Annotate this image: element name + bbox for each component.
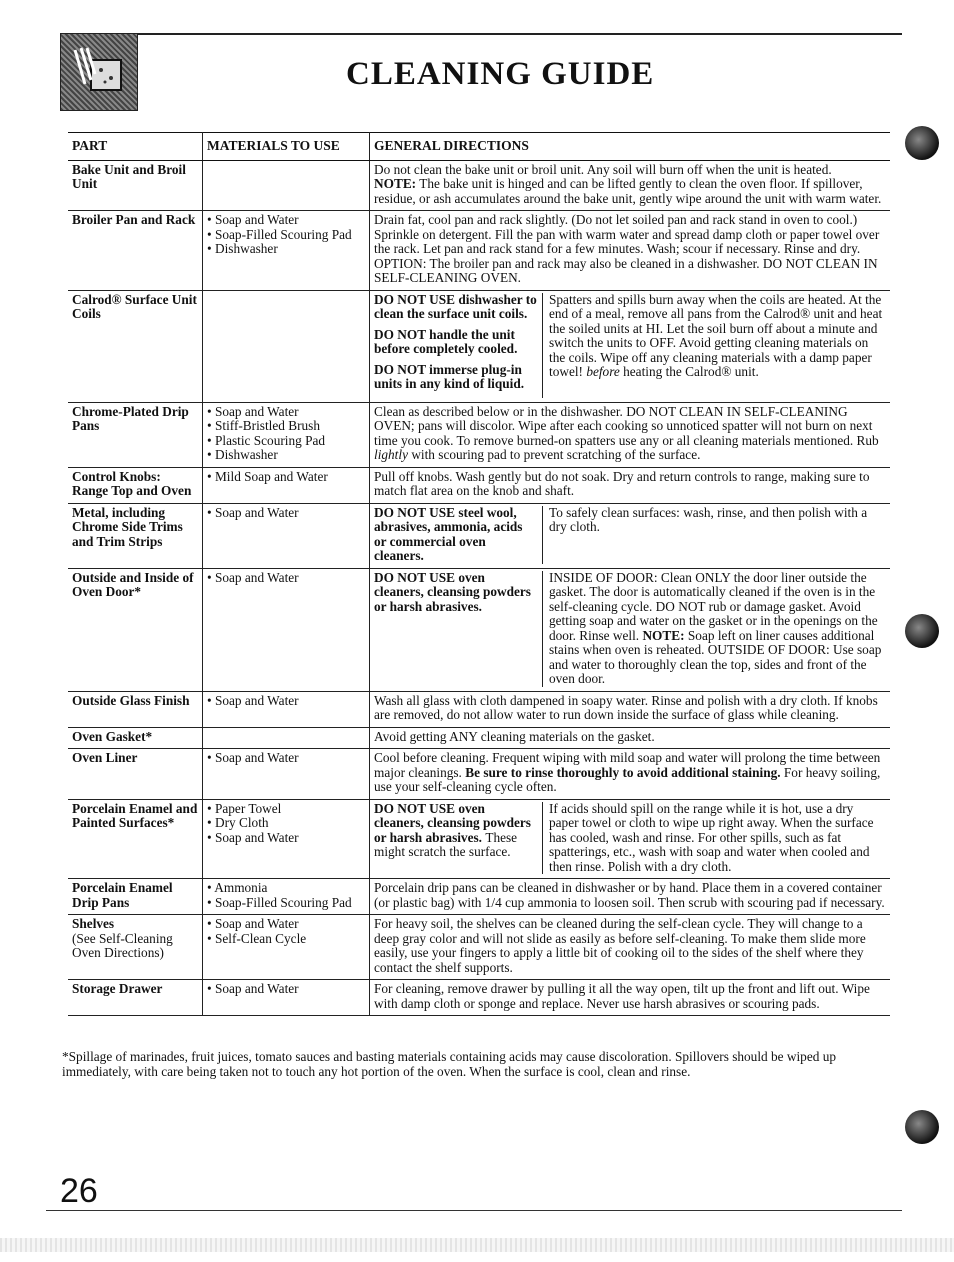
directions-cell: Avoid getting ANY cleaning materials on the gasket. (370, 727, 891, 749)
table-row (68, 915, 890, 980)
header-rule (60, 33, 902, 35)
cleaning-guide-table (68, 132, 890, 1016)
table-row (68, 691, 890, 727)
directions-cell: Wash all glass with cloth dampened in soapy water. Rinse and polish with a dry cloth. If knobs are removed, do not allow water to run down inside the surface of glass while cleaning. (370, 691, 891, 727)
material-item: • Dishwasher (207, 447, 278, 462)
directions-cell (370, 290, 891, 402)
material-item: • Self-Clean Cycle (207, 930, 307, 946)
material-item: • Paper Towel (207, 800, 282, 816)
directions-text-part: with scouring pad to prevent scratching of the surface. (411, 447, 701, 462)
material-item: • Soap-Filled Scouring Pad (207, 894, 352, 910)
materials-cell (203, 879, 370, 915)
page-number: 26 (60, 1172, 98, 1210)
materials-cell (203, 160, 370, 211)
materials-cell: • Soap and Water (203, 568, 370, 691)
material-item: • Dishwasher (207, 241, 278, 256)
table-row (68, 568, 890, 691)
part-cell: Broiler Pan and Rack (68, 211, 203, 291)
warning-text: DO NOT handle the unit before completely cooled. (374, 326, 518, 356)
table-row (68, 211, 890, 291)
materials-cell (203, 915, 370, 980)
hand-sponge-icon (69, 44, 129, 102)
material-item: • Soap and Water (207, 916, 299, 931)
warning-column: DO NOT USE oven cleaners, cleansing powders or harsh abrasives. (374, 571, 543, 687)
footer-rule (46, 1210, 902, 1211)
materials-cell (203, 727, 370, 749)
part-subtitle: (See Self-Cleaning Oven Directions) (72, 930, 173, 960)
directions-cell (370, 799, 891, 879)
material-item: • Soap and Water (207, 403, 299, 419)
materials-cell (203, 402, 370, 467)
part-title: Shelves (72, 916, 115, 931)
directions-text-part: Soap left on liner causes additional stains when oven is reheated. OUTSIDE OF DOOR: Use soap and water to thoroughly clean the top, sides and front of the oven door. (549, 627, 882, 686)
directions-text-part: heating the Calrod® unit. (623, 364, 759, 379)
directions-text (549, 293, 886, 398)
directions-cell (370, 749, 891, 800)
table-row (68, 402, 890, 467)
warning-text: DO NOT immerse plug-in units in any kind of liquid. (374, 361, 525, 391)
material-item: • Soap and Water (207, 829, 299, 845)
directions-cell (370, 503, 891, 568)
warning-text: DO NOT USE oven cleaners, cleansing powders or harsh abrasives. (374, 800, 531, 845)
note-label: NOTE: (642, 627, 685, 643)
binder-hole (905, 126, 939, 160)
header-part: PART (68, 133, 203, 161)
bold-text: Be sure to rinse thoroughly to avoid additional staining. (465, 764, 781, 780)
part-cell: Storage Drawer (68, 980, 203, 1016)
material-item: • Soap-Filled Scouring Pad (207, 226, 352, 242)
directions-text-part: For heavy soiling, use your self-cleaning cycle often. (374, 764, 881, 794)
table-row (68, 980, 890, 1016)
table-row (68, 160, 890, 211)
emphasis-text: lightly (374, 447, 408, 462)
materials-cell (203, 211, 370, 291)
table-row (68, 749, 890, 800)
header-directions: GENERAL DIRECTIONS (370, 133, 891, 161)
cleaning-logo (60, 33, 138, 111)
materials-cell: • Mild Soap and Water (203, 467, 370, 503)
table-row (68, 799, 890, 879)
binder-hole (905, 1110, 939, 1144)
material-item: • Plastic Scouring Pad (207, 432, 326, 448)
part-cell: Calrod® Surface Unit Coils (68, 290, 203, 402)
part-cell: Outside Glass Finish (68, 691, 203, 727)
directions-cell: Drain fat, cool pan and rack slightly. (Do not let soiled pan and rack stand in oven to cool.) Sprinkle on detergent. Fill the pan with warm water and spread damp cloth or paper towel over the rack. Let pan and rack stand for a few minutes. Wash; scour if necessary. Rinse and dry. OPTION: The broiler pan and rack may also be cleaned in a dishwasher. DO NOT CLEAN IN SELF-CLEANING OVEN. (370, 211, 891, 291)
binder-hole (905, 614, 939, 648)
part-cell: Oven Gasket* (68, 727, 203, 749)
material-item: • Dry Cloth (207, 815, 269, 830)
materials-cell: • Soap and Water (203, 980, 370, 1016)
materials-cell (203, 290, 370, 402)
directions-text-part: Spatters and spills burn away when the coils are heated. At the end of a meal, remove all pans from the Calrod® unit and heat the soiled units at HI. Let the soil burn off about a minute and switch the units to OFF. Avoid getting cleaning materials on the coils. Wipe off any cleaning materials with a damp paper towel! (549, 291, 883, 379)
directions-text-part: INSIDE OF DOOR: Clean ONLY the door liner outside the gasket. The door is automatically cleaned if the oven is in the self-cleaning cycle. DO NOT rub or damage gasket. Avoid getting soap and water on the gasket or in the openings on the door. Rinse well. (549, 569, 878, 643)
directions-cell: For heavy soil, the shelves can be cleaned during the self-clean cycle. They will change to a deep gray color and will not slide as easily as before self-cleaning. To make them slide more easily, use your fingers to apply a little bit of cooking oil to the sides of the shelf where they contact the shelf supports. (370, 915, 891, 980)
warning-column (374, 293, 543, 398)
directions-text: Do not clean the bake unit or broil unit. Any soil will burn off when the unit is heated. (374, 161, 832, 177)
note-label: NOTE: (374, 176, 417, 191)
table-row (68, 503, 890, 568)
materials-cell: • Soap and Water (203, 749, 370, 800)
emphasis-text: before (586, 364, 620, 379)
part-cell: Outside and Inside of Oven Door* (68, 568, 203, 691)
directions-cell (370, 160, 891, 211)
part-cell: Bake Unit and Broil Unit (68, 160, 203, 211)
part-cell: Chrome-Plated Drip Pans (68, 402, 203, 467)
materials-cell: • Soap and Water (203, 503, 370, 568)
material-item: • Stiff-Bristled Brush (207, 418, 321, 433)
directions-cell (370, 568, 891, 691)
materials-cell: • Soap and Water (203, 691, 370, 727)
directions-text: If acids should spill on the range while it is hot, use a dry paper towel or cloth to wipe up right away. When the surface has cooled, wash and rinse. For other spills, such as fat spatterings, etc., wash with soap and water when cooled and then rinse. Polish with a dry cloth. (549, 800, 874, 874)
warning-column (374, 802, 543, 875)
header-materials: MATERIALS TO USE (203, 133, 370, 161)
directions-text: The bake unit is hinged and can be lifted gently to clean the oven floor. If spillover, residue, or ash accumulates around the bake unit, gently wipe around the unit with warm water. (374, 176, 882, 206)
part-cell: Porcelain Enamel Drip Pans (68, 879, 203, 915)
directions-text (549, 571, 886, 687)
material-item: • Soap and Water (207, 212, 299, 227)
part-cell (68, 915, 203, 980)
table-row (68, 879, 890, 915)
directions-cell (370, 402, 891, 467)
warning-column: DO NOT USE steel wool, abrasives, ammonia, acids or commercial oven cleaners. (374, 506, 543, 564)
scan-artifact-band (0, 1238, 954, 1252)
directions-text-part: Clean as described below or in the dishwasher. DO NOT CLEAN IN SELF-CLEANING OVEN; pans will discolor. Wipe after each cooking so unnoticed spatter will not burn on next time you cook. To remove burned-on spatters use any or all cleaning materials mentioned. Rub (374, 403, 879, 448)
materials-cell (203, 799, 370, 879)
table-row (68, 467, 890, 503)
table-row (68, 727, 890, 749)
part-cell: Metal, including Chrome Side Trims and Trim Strips (68, 503, 203, 568)
part-cell: Control Knobs: Range Top and Oven (68, 467, 203, 503)
directions-cell: Pull off knobs. Wash gently but do not soak. Dry and return controls to range, making sure to match flat area on the knob and shaft. (370, 467, 891, 503)
table-header-row (68, 133, 890, 161)
directions-cell: Porcelain drip pans can be cleaned in dishwasher or by hand. Place them in a covered container (or plastic bag) with 1/4 cup ammonia to loosen soil. Then scrub with scouring pad if necessary. (370, 879, 891, 915)
table-row (68, 290, 890, 402)
directions-cell: For cleaning, remove drawer by pulling it all the way open, tilt up the front and lift out. Wipe with damp cloth or sponge and replace. Never use harsh abrasives or scouring pads. (370, 980, 891, 1016)
part-cell: Oven Liner (68, 749, 203, 800)
footnote: *Spillage of marinades, fruit juices, tomato sauces and basting materials containing acids may cause discoloration. Spillovers should be wiped up immediately, with care being taken not to touch any hot portion of the oven. When the surface is cool, clean and rinse. (62, 1049, 836, 1079)
directions-text: To safely clean surfaces: wash, rinse, and then polish with a dry cloth. (549, 504, 868, 534)
page-title: CLEANING GUIDE (346, 56, 655, 92)
part-cell: Porcelain Enamel and Painted Surfaces* (68, 799, 203, 879)
warning-text: DO NOT USE dishwasher to clean the surface unit coils. (374, 291, 537, 321)
material-item: • Ammonia (207, 880, 268, 895)
warning-plain-text: These might scratch the surface. (374, 829, 518, 859)
directions-text-part: Cool before cleaning. Frequent wiping with mild soap and water will prolong the time between major cleanings. (374, 750, 881, 780)
